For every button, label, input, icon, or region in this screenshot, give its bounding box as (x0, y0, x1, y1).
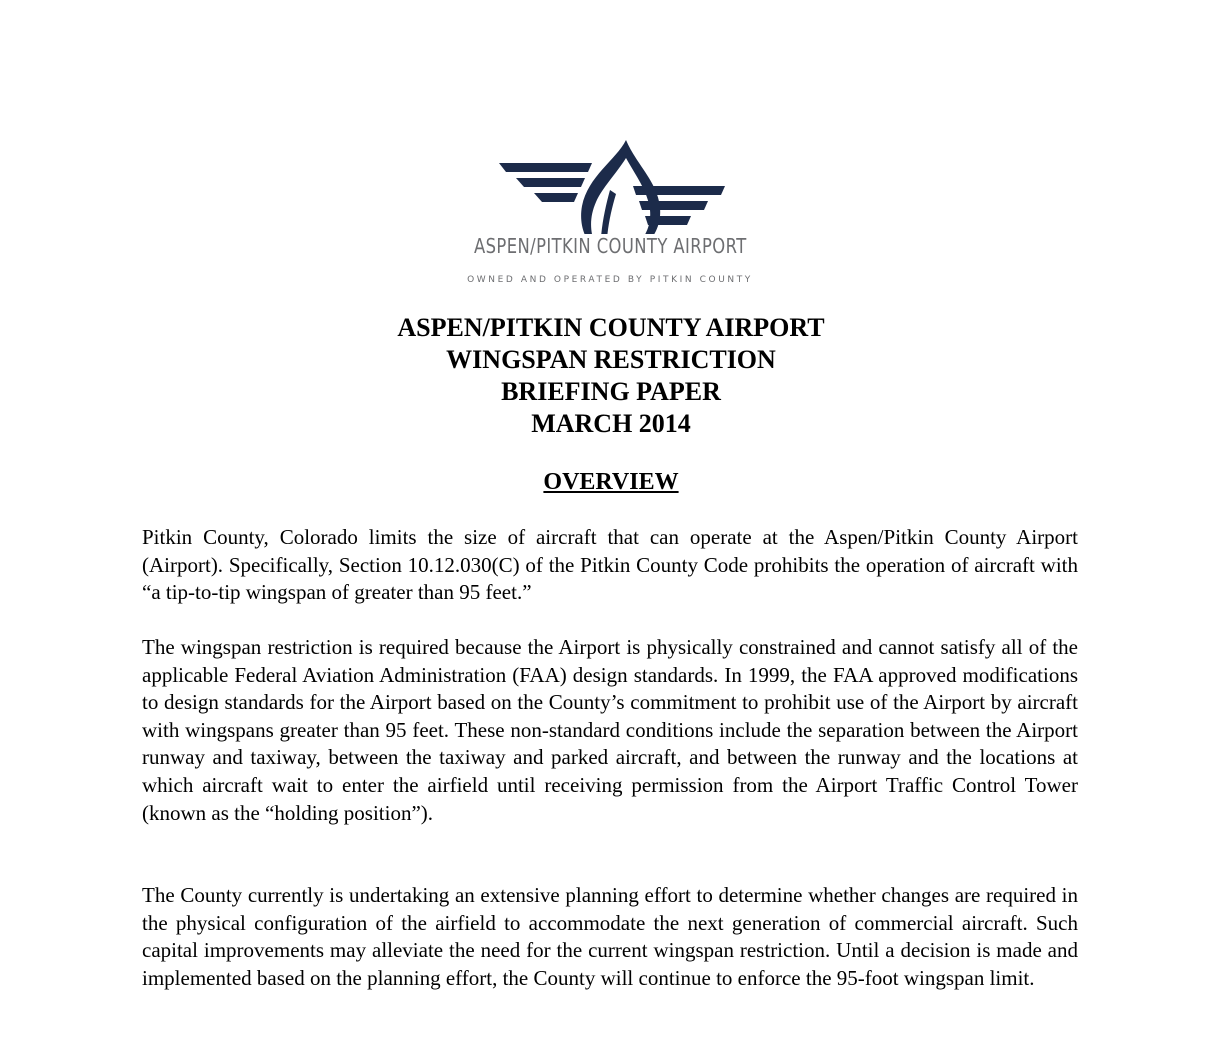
title-line-date: MARCH 2014 (531, 409, 691, 438)
section-heading (0, 467, 1222, 497)
logo-wordmark: ASPEN/PITKIN COUNTY AIRPORT (474, 234, 747, 258)
document-title (0, 312, 1222, 440)
paragraph: The County currently is undertaking an extensive planning effort to determine whether changes are required in the physical configuration of the airfield to accommodate the next generation of commercial aircraft. Such capital improvements may alleviate the need for the current wingspan restriction. Until a decision is made and implemented based on the planning effort, the County will continue to enforce the 95-foot wingspan limit. (142, 883, 1078, 990)
logo-tagline: OWNED AND OPERATED BY PITKIN COUNTY (467, 275, 753, 285)
overview-heading: OVERVIEW (543, 469, 679, 495)
title-line-subject: WINGSPAN RESTRICTION (446, 345, 776, 374)
title-line-type: BRIEFING PAPER (501, 377, 721, 406)
title-line-airport: ASPEN/PITKIN COUNTY AIRPORT (397, 313, 825, 342)
winged-leaf-icon (440, 134, 780, 234)
paragraph: The wingspan restriction is required because the Airport is physically constrained and cannot satisfy all of the applicable Federal Aviation Administration (FAA) design standards. In 1999, the FAA approved modifications to design standards for the Airport based on the County’s commitment to prohibit use of the Airport by aircraft with wingspans greater than 95 feet. These non-standard conditions include the separation between the Airport runway and taxiway, between the taxiway and parked aircraft, and between the runway and the locations at which aircraft wait to enter the airfield until receiving permission from the Airport Traffic Control Tower (known as the “holding position”). (142, 635, 1078, 825)
paragraph: Pitkin County, Colorado limits the size of aircraft that can operate at the Aspen/Pitkin County Airport (Airport). Specifically, Section 10.12.030(C) of the Pitkin County Code prohibits the operation of aircraft with “a tip-to-tip wingspan of greater than 95 feet.” (142, 525, 1078, 605)
airport-logo (440, 134, 780, 294)
